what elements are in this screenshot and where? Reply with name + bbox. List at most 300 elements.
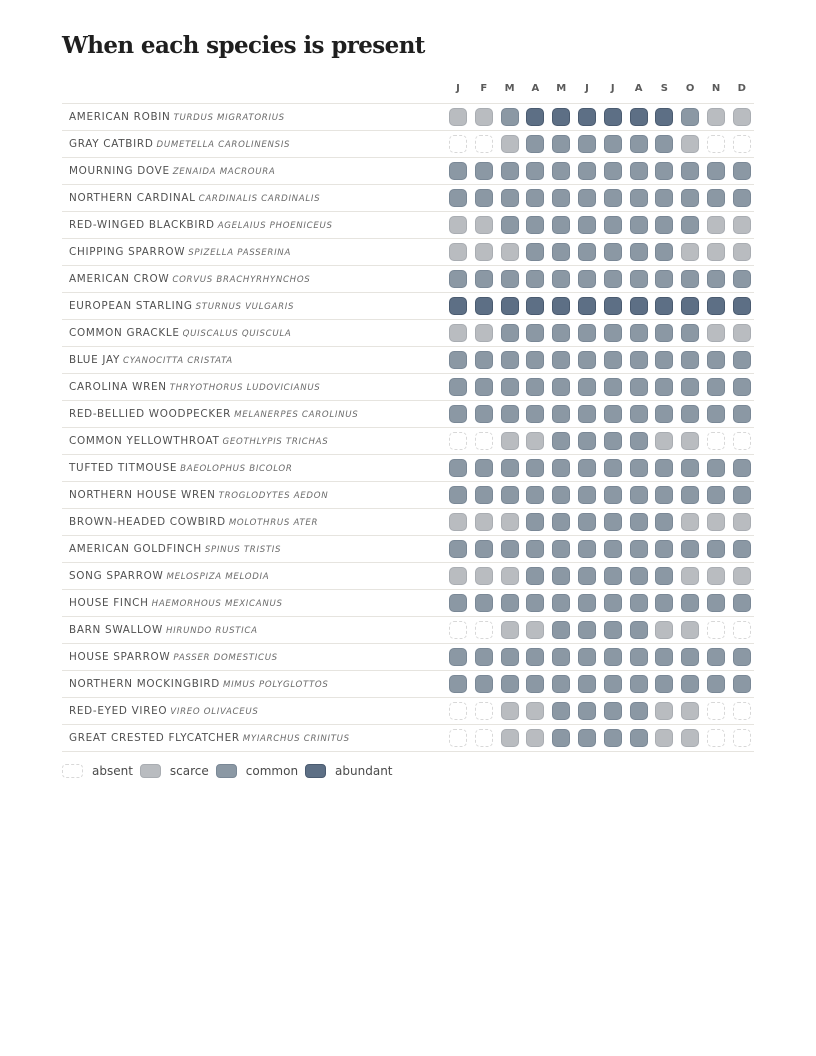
legend-item — [305, 764, 392, 778]
species-scientific-name: THRYOTHORUS LUDOVICIANUS — [169, 383, 321, 393]
presence-cell — [501, 513, 519, 531]
presence-cell — [681, 702, 699, 720]
presence-cell — [630, 216, 648, 234]
species-row — [62, 508, 754, 535]
presence-cell — [578, 108, 596, 126]
presence-cell — [526, 621, 544, 639]
presence-cell — [578, 486, 596, 504]
species-row — [62, 616, 754, 643]
species-common-name: BROWN-HEADED COWBIRD MOLOTHRUS ATER — [69, 516, 319, 528]
species-common-name: AMERICAN CROW CORVUS BRACHYRHYNCHOS — [69, 273, 311, 285]
presence-cell — [578, 405, 596, 423]
presence-cell — [578, 513, 596, 531]
presence-cell — [578, 729, 596, 747]
presence-cell — [681, 513, 699, 531]
species-scientific-name: HIRUNDO RUSTICA — [166, 626, 258, 636]
presence-cell — [449, 405, 467, 423]
presence-cell — [604, 243, 622, 261]
presence-cell — [449, 216, 467, 234]
presence-cell — [501, 324, 519, 342]
presence-cell — [552, 702, 570, 720]
presence-cell — [681, 405, 699, 423]
presence-cell — [604, 135, 622, 153]
presence-cell — [578, 216, 596, 234]
presence-cell — [655, 216, 673, 234]
presence-cell — [655, 378, 673, 396]
presence-cell — [630, 189, 648, 207]
presence-cell — [681, 162, 699, 180]
presence-cell — [733, 621, 751, 639]
presence-cell — [604, 594, 622, 612]
presence-cell — [681, 351, 699, 369]
presence-cell — [630, 459, 648, 477]
presence-cell — [604, 486, 622, 504]
species-scientific-name: TROGLODYTES AEDON — [218, 491, 329, 501]
presence-cell — [604, 621, 622, 639]
presence-cell — [526, 378, 544, 396]
presence-cell — [526, 567, 544, 585]
presence-cell — [707, 405, 725, 423]
presence-cell — [733, 675, 751, 693]
species-row — [62, 670, 754, 697]
species-common-name: BLUE JAY CYANOCITTA CRISTATA — [69, 354, 233, 366]
presence-cell — [733, 135, 751, 153]
presence-cell — [604, 216, 622, 234]
presence-cell — [681, 108, 699, 126]
presence-cell — [655, 621, 673, 639]
presence-cell — [501, 162, 519, 180]
species-scientific-name: BAEOLOPHUS BICOLOR — [180, 464, 293, 474]
presence-cell — [501, 135, 519, 153]
presence-cell — [526, 648, 544, 666]
presence-cell — [733, 189, 751, 207]
species-row — [62, 724, 754, 752]
species-scientific-name: CARDINALIS CARDINALIS — [198, 194, 321, 204]
species-scientific-name: QUISCALUS QUISCULA — [182, 329, 292, 339]
presence-cell — [552, 189, 570, 207]
species-row — [62, 427, 754, 454]
species-row — [62, 292, 754, 319]
presence-cell — [681, 135, 699, 153]
presence-cell — [526, 486, 544, 504]
presence-cell — [630, 567, 648, 585]
presence-cell — [526, 216, 544, 234]
presence-cell — [655, 324, 673, 342]
presence-cell — [475, 135, 493, 153]
presence-cell — [501, 486, 519, 504]
month-label: J — [456, 83, 460, 94]
presence-cell — [578, 540, 596, 558]
species-scientific-name: MYIARCHUS CRINITUS — [242, 734, 350, 744]
species-common-name: HOUSE FINCH HAEMORHOUS MEXICANUS — [69, 597, 283, 609]
presence-cell — [449, 459, 467, 477]
species-common-name: TUFTED TITMOUSE BAEOLOPHUS BICOLOR — [69, 462, 293, 474]
month-label: N — [711, 83, 721, 94]
presence-cell — [681, 297, 699, 315]
species-row — [62, 103, 754, 130]
species-scientific-name: HAEMORHOUS MEXICANUS — [151, 599, 283, 609]
presence-cell — [630, 378, 648, 396]
presence-cell — [630, 324, 648, 342]
species-scientific-name: AGELAIUS PHOENICEUS — [217, 221, 333, 231]
presence-cell — [707, 351, 725, 369]
species-common-name: BARN SWALLOW HIRUNDO RUSTICA — [69, 624, 258, 636]
species-common-name: NORTHERN CARDINAL CARDINALIS CARDINALIS — [69, 192, 321, 204]
presence-cell — [630, 135, 648, 153]
species-row — [62, 265, 754, 292]
presence-cell — [733, 459, 751, 477]
presence-cell — [655, 108, 673, 126]
presence-cell — [475, 594, 493, 612]
presence-cell — [526, 135, 544, 153]
species-common-name: NORTHERN HOUSE WREN TROGLODYTES AEDON — [69, 489, 329, 501]
legend-swatch — [216, 764, 237, 778]
presence-cell — [604, 405, 622, 423]
presence-cell — [449, 270, 467, 288]
presence-cell — [655, 675, 673, 693]
presence-cell — [681, 189, 699, 207]
presence-cell — [733, 540, 751, 558]
presence-cell — [475, 675, 493, 693]
species-row — [62, 454, 754, 481]
species-common-name: NORTHERN MOCKINGBIRD MIMUS POLYGLOTTOS — [69, 678, 329, 690]
presence-cell — [475, 567, 493, 585]
legend-item — [216, 764, 298, 778]
presence-cell — [733, 729, 751, 747]
species-scientific-name: DUMETELLA CAROLINENSIS — [156, 140, 291, 150]
presence-cell — [526, 324, 544, 342]
presence-cell — [449, 351, 467, 369]
presence-cell — [630, 648, 648, 666]
presence-cell — [475, 378, 493, 396]
presence-cell — [604, 270, 622, 288]
presence-cell — [630, 675, 648, 693]
presence-cell — [604, 648, 622, 666]
presence-cell — [552, 432, 570, 450]
species-scientific-name: CORVUS BRACHYRHYNCHOS — [172, 275, 311, 285]
month-label: M — [504, 83, 515, 94]
presence-cell — [707, 702, 725, 720]
presence-cell — [733, 702, 751, 720]
presence-cell — [475, 729, 493, 747]
presence-cell — [655, 189, 673, 207]
presence-cell — [552, 729, 570, 747]
presence-cell — [578, 270, 596, 288]
species-scientific-name: SPIZELLA PASSERINA — [188, 248, 292, 258]
presence-cell — [681, 486, 699, 504]
presence-cell — [655, 270, 673, 288]
species-scientific-name: MELOSPIZA MELODIA — [166, 572, 270, 582]
presence-cell — [630, 729, 648, 747]
presence-cell — [501, 540, 519, 558]
presence-cell — [655, 243, 673, 261]
species-row — [62, 535, 754, 562]
presence-cell — [604, 540, 622, 558]
presence-cell — [733, 297, 751, 315]
presence-cell — [578, 675, 596, 693]
presence-cell — [630, 108, 648, 126]
presence-cell — [681, 621, 699, 639]
species-row — [62, 400, 754, 427]
presence-cell — [501, 702, 519, 720]
presence-cell — [630, 162, 648, 180]
presence-cell — [707, 243, 725, 261]
presence-cell — [733, 243, 751, 261]
presence-cell — [449, 702, 467, 720]
presence-cell — [475, 648, 493, 666]
presence-cell — [681, 432, 699, 450]
presence-cell — [552, 108, 570, 126]
species-scientific-name: CYANOCITTA CRISTATA — [123, 356, 233, 366]
legend-swatch — [305, 764, 326, 778]
month-label: O — [685, 83, 695, 94]
legend-label: scarce — [169, 764, 209, 778]
species-row — [62, 238, 754, 265]
month-label: A — [531, 83, 540, 94]
presence-cell — [501, 675, 519, 693]
presence-cell — [526, 729, 544, 747]
presence-cell — [707, 675, 725, 693]
presence-cell — [526, 162, 544, 180]
presence-cell — [655, 648, 673, 666]
species-scientific-name: GEOTHLYPIS TRICHAS — [222, 437, 329, 447]
presence-cell — [578, 243, 596, 261]
presence-cell — [707, 378, 725, 396]
presence-cell — [655, 162, 673, 180]
presence-cell — [449, 675, 467, 693]
month-label: J — [610, 83, 615, 94]
presence-cell — [707, 162, 725, 180]
species-scientific-name: VIREO OLIVACEUS — [170, 707, 259, 717]
presence-cell — [449, 621, 467, 639]
presence-cell — [733, 324, 751, 342]
species-row — [62, 589, 754, 616]
presence-cell — [475, 702, 493, 720]
presence-cell — [552, 324, 570, 342]
species-common-name: SONG SPARROW MELOSPIZA MELODIA — [69, 570, 270, 582]
presence-cell — [604, 729, 622, 747]
presence-cell — [501, 189, 519, 207]
presence-cell — [578, 378, 596, 396]
species-scientific-name: MELANERPES CAROLINUS — [234, 410, 359, 420]
presence-cell — [681, 270, 699, 288]
presence-cell — [449, 378, 467, 396]
presence-cell — [449, 567, 467, 585]
presence-cell — [707, 189, 725, 207]
presence-cell — [475, 216, 493, 234]
presence-cell — [526, 405, 544, 423]
presence-cell — [475, 108, 493, 126]
legend-label: common — [245, 764, 299, 778]
species-common-name: GRAY CATBIRD DUMETELLA CAROLINENSIS — [69, 138, 291, 150]
presence-cell — [475, 432, 493, 450]
presence-cell — [501, 648, 519, 666]
presence-cell — [681, 540, 699, 558]
presence-cell — [655, 594, 673, 612]
presence-cell — [552, 567, 570, 585]
presence-cell — [604, 108, 622, 126]
presence-cell — [526, 432, 544, 450]
presence-cell — [604, 675, 622, 693]
presence-cell — [552, 486, 570, 504]
presence-cell — [578, 567, 596, 585]
presence-cell — [655, 702, 673, 720]
presence-cell — [655, 540, 673, 558]
presence-cell — [655, 297, 673, 315]
species-scientific-name: ZENAIDA MACROURA — [172, 167, 276, 177]
presence-cell — [552, 405, 570, 423]
presence-cell — [475, 405, 493, 423]
presence-cell — [526, 594, 544, 612]
presence-cell — [475, 513, 493, 531]
presence-cell — [501, 270, 519, 288]
species-row — [62, 373, 754, 400]
legend-swatch — [62, 764, 83, 778]
presence-cell — [449, 513, 467, 531]
presence-cell — [475, 621, 493, 639]
presence-cell — [630, 540, 648, 558]
species-common-name: RED-BELLIED WOODPECKER MELANERPES CAROLINUS — [69, 408, 359, 420]
presence-cell — [526, 189, 544, 207]
presence-cell — [526, 675, 544, 693]
presence-cell — [630, 621, 648, 639]
species-common-name: HOUSE SPARROW PASSER DOMESTICUS — [69, 651, 278, 663]
presence-cell — [707, 729, 725, 747]
presence-cell — [526, 243, 544, 261]
species-row — [62, 643, 754, 670]
presence-cell — [681, 324, 699, 342]
presence-cell — [501, 729, 519, 747]
presence-cell — [630, 270, 648, 288]
presence-cell — [578, 189, 596, 207]
presence-cell — [552, 513, 570, 531]
presence-cell — [526, 351, 544, 369]
presence-cell — [630, 486, 648, 504]
presence-cell — [707, 486, 725, 504]
species-common-name: MOURNING DOVE ZENAIDA MACROURA — [69, 165, 276, 177]
presence-cell — [604, 351, 622, 369]
species-common-name: CHIPPING SPARROW SPIZELLA PASSERINA — [69, 246, 292, 258]
presence-cell — [707, 270, 725, 288]
presence-cell — [449, 486, 467, 504]
presence-cell — [501, 108, 519, 126]
species-row — [62, 157, 754, 184]
species-row — [62, 211, 754, 238]
species-common-name: GREAT CRESTED FLYCATCHER MYIARCHUS CRINITUS — [69, 732, 350, 744]
presence-cell — [604, 162, 622, 180]
legend-label: absent — [92, 764, 133, 778]
presence-cell — [578, 621, 596, 639]
legend-item — [140, 764, 209, 778]
presence-cell — [707, 459, 725, 477]
presence-cell — [449, 135, 467, 153]
presence-cell — [681, 594, 699, 612]
presence-cell — [733, 216, 751, 234]
presence-cell — [707, 567, 725, 585]
presence-cell — [733, 567, 751, 585]
presence-cell — [449, 162, 467, 180]
presence-cell — [604, 378, 622, 396]
presence-cell — [449, 297, 467, 315]
presence-cell — [552, 162, 570, 180]
month-label: F — [480, 83, 488, 94]
presence-cell — [578, 162, 596, 180]
presence-cell — [501, 243, 519, 261]
presence-cell — [681, 459, 699, 477]
presence-cell — [630, 432, 648, 450]
presence-cell — [733, 162, 751, 180]
presence-cell — [655, 405, 673, 423]
presence-cell — [475, 351, 493, 369]
presence-cell — [449, 432, 467, 450]
presence-cell — [552, 216, 570, 234]
presence-cell — [630, 297, 648, 315]
presence-cell — [449, 324, 467, 342]
presence-cell — [733, 405, 751, 423]
presence-cell — [501, 405, 519, 423]
presence-cell — [552, 135, 570, 153]
presence-cell — [655, 459, 673, 477]
presence-cell — [552, 648, 570, 666]
presence-cell — [578, 702, 596, 720]
presence-cell — [707, 540, 725, 558]
month-label: M — [556, 83, 567, 94]
presence-cell — [733, 351, 751, 369]
presence-cell — [655, 729, 673, 747]
presence-cell — [475, 162, 493, 180]
presence-cell — [630, 405, 648, 423]
presence-cell — [707, 432, 725, 450]
presence-cell — [733, 270, 751, 288]
month-label: S — [660, 83, 668, 94]
presence-cell — [707, 513, 725, 531]
species-row — [62, 319, 754, 346]
presence-cell — [501, 459, 519, 477]
species-row — [62, 130, 754, 157]
presence-cell — [707, 216, 725, 234]
presence-cell — [578, 297, 596, 315]
presence-cell — [552, 621, 570, 639]
presence-cell — [630, 594, 648, 612]
presence-cell — [733, 378, 751, 396]
presence-cell — [681, 567, 699, 585]
species-common-name: AMERICAN GOLDFINCH SPINUS TRISTIS — [69, 543, 282, 555]
presence-cell — [526, 270, 544, 288]
presence-cell — [604, 324, 622, 342]
presence-cell — [655, 486, 673, 504]
presence-cell — [681, 729, 699, 747]
presence-cell — [733, 108, 751, 126]
species-scientific-name: MIMUS POLYGLOTTOS — [222, 680, 329, 690]
presence-cell — [733, 594, 751, 612]
presence-cell — [707, 108, 725, 126]
presence-cell — [681, 675, 699, 693]
presence-cell — [630, 513, 648, 531]
species-row — [62, 697, 754, 724]
presence-cell — [501, 297, 519, 315]
presence-cell — [501, 216, 519, 234]
presence-cell — [449, 729, 467, 747]
presence-cell — [733, 432, 751, 450]
presence-cell — [681, 216, 699, 234]
presence-cell — [475, 189, 493, 207]
presence-cell — [526, 459, 544, 477]
presence-cell — [578, 594, 596, 612]
presence-cell — [655, 351, 673, 369]
species-scientific-name: MOLOTHRUS ATER — [228, 518, 319, 528]
legend-label: abundant — [335, 764, 393, 778]
month-label: D — [737, 83, 746, 94]
